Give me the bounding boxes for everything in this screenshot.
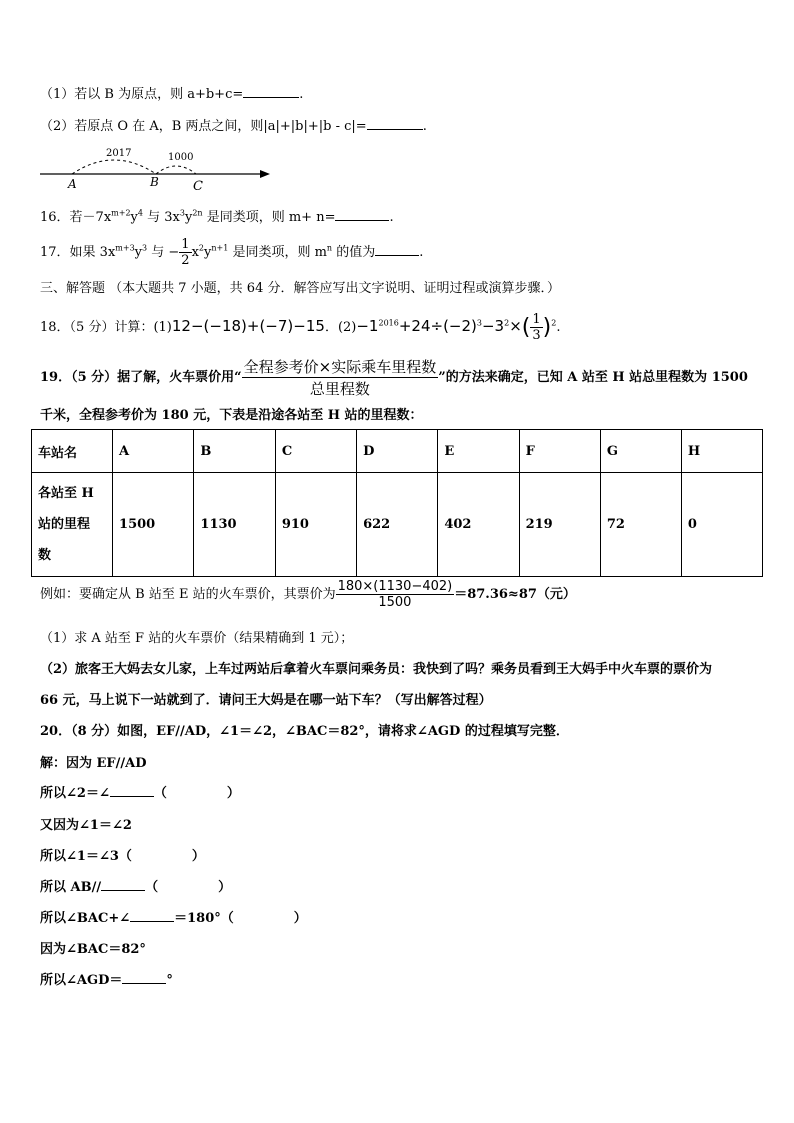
- table-cell: 910: [275, 473, 356, 577]
- answer-blank[interactable]: [122, 971, 166, 984]
- arrow-head-icon: [260, 170, 270, 178]
- example-prefix: 例如：要确定从 B 站至 E 站的火车票价，其票价为: [40, 587, 336, 602]
- proof-line: [40, 907, 307, 926]
- example-suffix: ＝87.36≈87（元）: [454, 587, 576, 602]
- q18-exp-d: 2: [551, 318, 557, 328]
- q18-exp-c: 2: [504, 318, 510, 328]
- table-cell: 车站名: [32, 430, 113, 473]
- q19-intro: [40, 356, 748, 399]
- table-cell: H: [681, 430, 762, 473]
- q19-sub2-line2: 66 元，马上说下一站就到了．请问王大妈是在哪一站下车？（写出解答过程）: [40, 693, 492, 708]
- proof-closer: ）: [226, 786, 240, 801]
- q19-line2: 千米，全程参考价为 180 元，下表是沿途各站至 H 站的里程数：: [40, 408, 423, 423]
- q16-suffix: 是同类项，则 m+ n=: [202, 210, 336, 225]
- proof-line: [40, 782, 240, 801]
- q18-expr2d: ×: [509, 317, 522, 335]
- proof-tail: ＝180°（: [174, 911, 234, 926]
- q16-exp1: m+2: [111, 208, 131, 218]
- q16-prefix: 16．若－7x: [40, 210, 112, 225]
- q16-end: .: [389, 210, 394, 225]
- q20-title: 20．（8 分）如图，EF//AD，∠1＝∠2，∠BAC＝82°，请将求∠AGD 的过程填写完整．: [40, 724, 569, 739]
- q19-suffix: ”的方法来确定，已知 A 站至 H 站总里程数为 1500: [438, 370, 748, 385]
- table-cell: 72: [600, 473, 681, 577]
- answer-blank[interactable]: [335, 208, 389, 221]
- q17-end: .: [419, 245, 424, 260]
- q16: [40, 206, 394, 225]
- example-fraction: [336, 579, 455, 610]
- q17-mid5: 是同类项，则 m: [228, 245, 327, 260]
- q18-fraction: [530, 312, 542, 343]
- proof-closer: ）: [218, 880, 232, 895]
- section-heading: 三、解答题 （本大题共 7 小题，共 64 分．解答应写出文字说明、证明过程或演算步骤．）: [40, 281, 560, 296]
- q17-mid4: y: [204, 245, 212, 260]
- table-cell: 219: [519, 473, 600, 577]
- q18-sep: ．(2): [324, 320, 357, 335]
- q15-part1-end: .: [299, 87, 304, 102]
- q18: [40, 312, 560, 343]
- proof-line: [40, 845, 205, 864]
- proof-text: 所以∠2＝∠: [40, 786, 110, 801]
- q17-mid1: y: [134, 245, 143, 260]
- table-row: [32, 473, 763, 577]
- arc-ab: [72, 160, 156, 174]
- q18-prefix: 18．（5 分）计算：(1): [40, 320, 172, 335]
- proof-line: [40, 752, 147, 771]
- q17-fraction: [179, 237, 191, 268]
- proof-text: 因为∠BAC＝82°: [40, 942, 146, 957]
- proof-text: 解：因为 EF//AD: [40, 756, 147, 771]
- q19-frac-den: 总里程数: [309, 380, 370, 398]
- q18-exp-a: 2016: [378, 318, 399, 328]
- table-cell: 402: [438, 473, 519, 577]
- q17-suffix: 的值为: [332, 245, 376, 260]
- q18-expr2c: −3: [481, 317, 505, 335]
- q17-exp3: 2: [198, 243, 205, 253]
- q16-mid2: 与 3x: [143, 210, 180, 225]
- q17-frac-den: 2: [181, 253, 190, 268]
- proof-tail: °: [166, 973, 173, 988]
- q17-exp4: n+1: [211, 243, 229, 253]
- table-cell: 0: [681, 473, 762, 577]
- answer-blank[interactable]: [101, 878, 145, 891]
- label-1000: 1000: [168, 152, 194, 163]
- proof-line: [40, 876, 231, 895]
- proof-text: 所以∠AGD＝: [40, 973, 123, 988]
- example-frac-den: 1500: [378, 595, 412, 610]
- q19-sub2-line1: （2）旅客王大妈去女儿家，上车过两站后拿着火车票问乘务员：我快到了吗？乘务员看到王大妈手中火车票的票价为: [40, 662, 713, 677]
- q19-example: [40, 579, 576, 610]
- proof-tail: （: [145, 880, 159, 895]
- proof-text: 所以∠1＝∠3（: [40, 849, 132, 864]
- table-cell: G: [600, 430, 681, 473]
- q19-prefix: 19．（5 分）据了解，火车票价用“: [40, 370, 242, 385]
- q19-sub1: （1）求 A 站至 F 站的火车票价（结果精确到 1 元）；: [40, 631, 354, 646]
- proof-text: 又因为∠1＝∠2: [40, 818, 132, 833]
- q16-exp4: 2n: [192, 208, 203, 218]
- answer-blank[interactable]: [130, 909, 174, 922]
- table-cell: 622: [357, 473, 438, 577]
- proof-tail: （: [153, 786, 167, 801]
- answer-blank[interactable]: [243, 85, 299, 98]
- q15-part2-end: .: [422, 119, 427, 134]
- table-cell: 1500: [113, 473, 194, 577]
- q18-expr1: 12−(−18)+(−7)−15: [171, 317, 325, 335]
- left-paren-icon: (: [521, 315, 531, 340]
- row-label-line: 站的里程: [38, 517, 91, 532]
- q17-mid3: x: [191, 245, 199, 260]
- label-2017: 2017: [106, 148, 132, 159]
- q17-exp1: m+3: [115, 243, 135, 253]
- q18-expr2b: +24÷(−2): [398, 317, 477, 335]
- example-frac-num: 180×(1130−402): [337, 579, 453, 594]
- q17-frac-num: 1: [181, 237, 190, 252]
- row-label-line: 各站至 H: [38, 486, 94, 501]
- q17-exp5: n: [326, 243, 333, 253]
- proof-line: [40, 938, 146, 957]
- right-paren-icon: ): [542, 315, 552, 340]
- station-mileage-table: [31, 429, 763, 577]
- q18-end: .: [556, 320, 561, 335]
- proof-closer: ）: [293, 911, 307, 926]
- q16-mid1: y: [130, 210, 138, 225]
- table-cell: E: [438, 430, 519, 473]
- answer-blank[interactable]: [110, 784, 154, 797]
- answer-blank[interactable]: [367, 117, 423, 130]
- q18-frac-num: 1: [532, 312, 541, 327]
- q17-mid2: 与 −: [147, 245, 180, 260]
- q15-part1: [40, 83, 303, 102]
- q18-exp-b: 3: [476, 318, 482, 328]
- q19-frac-num: 全程参考价×实际乘车里程数: [243, 358, 437, 376]
- q18-expr2a: −1: [356, 317, 379, 335]
- table-cell: B: [194, 430, 275, 473]
- proof-line: [40, 814, 132, 833]
- q17-exp2: 3: [142, 243, 148, 253]
- arc-bc: [156, 166, 196, 174]
- point-c-label: C: [193, 179, 203, 192]
- q15-part1-text: （1）若以 B 为原点，则 a+b+c=: [40, 87, 244, 102]
- q16-exp2: 4: [137, 208, 143, 218]
- q19-fraction: [242, 356, 439, 399]
- q15-part2-text: （2）若原点 O 在 A，B 两点之间，则|a|+|b|+|b - c|=: [40, 119, 367, 134]
- proof-tail: ）: [191, 849, 205, 864]
- proof-text: 所以∠BAC+∠: [40, 911, 131, 926]
- table-cell: 1130: [194, 473, 275, 577]
- proof-line: [40, 969, 173, 988]
- q17: [40, 237, 423, 268]
- answer-blank[interactable]: [375, 243, 419, 256]
- table-row-label: [32, 473, 113, 577]
- table-cell: C: [275, 430, 356, 473]
- table-cell: A: [113, 430, 194, 473]
- q15-part2: [40, 115, 427, 134]
- point-a-label: A: [68, 177, 77, 191]
- proof-text: 所以 AB//: [40, 880, 102, 895]
- q18-frac-den: 3: [532, 328, 541, 343]
- q17-prefix: 17．如果 3x: [40, 245, 116, 260]
- number-line-figure: [38, 146, 278, 192]
- table-cell: F: [519, 430, 600, 473]
- q16-exp3: 3: [179, 208, 185, 218]
- row-label-line: 数: [38, 548, 52, 563]
- point-b-label: B: [150, 175, 159, 189]
- table-cell: D: [357, 430, 438, 473]
- q16-mid3: y: [184, 210, 193, 225]
- table-header-row: [32, 430, 763, 473]
